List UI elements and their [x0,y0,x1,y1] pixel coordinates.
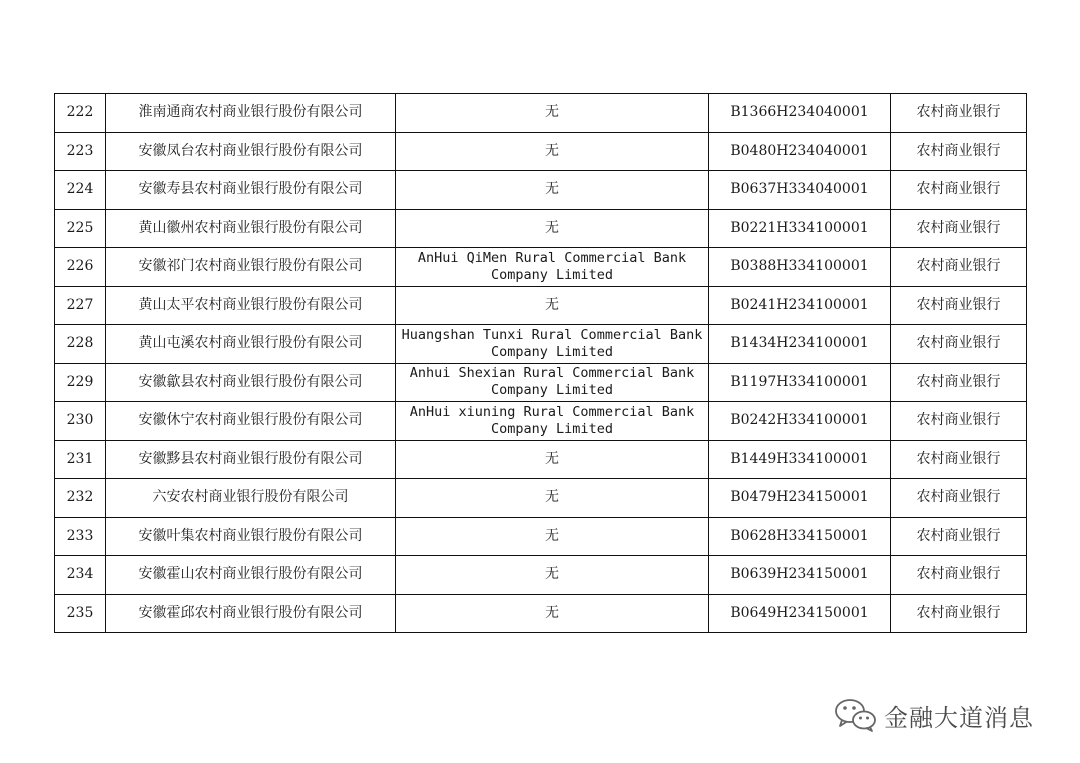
table-row [55,517,1027,556]
english-name: AnHui QiMen Rural Commercial Bank Company Limited [396,248,709,287]
bank-name: 安徽歙县农村商业银行股份有限公司 [106,363,396,402]
institution-type: 农村商业银行 [891,363,1027,402]
institution-code: B0221H334100001 [709,209,891,248]
english-name: AnHui xiuning Rural Commercial Bank Company Limited [396,402,709,441]
institution-type: 农村商业银行 [891,94,1027,133]
table-row [55,440,1027,479]
watermark-text: 金融大道消息 [884,703,1034,732]
institution-type: 农村商业银行 [891,440,1027,479]
institution-type: 农村商业银行 [891,248,1027,287]
bank-name: 安徽黟县农村商业银行股份有限公司 [106,440,396,479]
institution-type: 农村商业银行 [891,286,1027,325]
english-name: 无 [396,209,709,248]
institution-code: B0639H234150001 [709,556,891,595]
institution-code: B0388H334100001 [709,248,891,287]
english-name: 无 [396,479,709,518]
bank-name: 黄山屯溪农村商业银行股份有限公司 [106,325,396,364]
bank-name: 安徽休宁农村商业银行股份有限公司 [106,402,396,441]
institution-code: B0649H234150001 [709,594,891,633]
institution-code: B0242H334100001 [709,402,891,441]
bank-name: 黄山太平农村商业银行股份有限公司 [106,286,396,325]
bank-list-table-container [54,93,1027,633]
bank-name: 安徽叶集农村商业银行股份有限公司 [106,517,396,556]
row-number: 227 [55,286,106,325]
row-number: 233 [55,517,106,556]
institution-code: B0637H334040001 [709,171,891,210]
table-row [55,286,1027,325]
table-row [55,132,1027,171]
row-number: 234 [55,556,106,595]
table-row [55,594,1027,633]
table-row [55,556,1027,595]
english-name: Anhui Shexian Rural Commercial Bank Company Limited [396,363,709,402]
bank-name: 安徽寿县农村商业银行股份有限公司 [106,171,396,210]
institution-type: 农村商业银行 [891,517,1027,556]
english-name: Huangshan Tunxi Rural Commercial Bank Company Limited [396,325,709,364]
english-name: 无 [396,440,709,479]
row-number: 228 [55,325,106,364]
bank-name: 安徽霍山农村商业银行股份有限公司 [106,556,396,595]
wechat-icon [834,697,878,733]
institution-type: 农村商业银行 [891,594,1027,633]
institution-type: 农村商业银行 [891,556,1027,595]
row-number: 235 [55,594,106,633]
english-name: 无 [396,132,709,171]
row-number: 232 [55,479,106,518]
english-name: 无 [396,517,709,556]
institution-type: 农村商业银行 [891,209,1027,248]
bank-name: 安徽霍邱农村商业银行股份有限公司 [106,594,396,633]
english-name: 无 [396,94,709,133]
table-row [55,171,1027,210]
institution-code: B0479H234150001 [709,479,891,518]
bank-name: 淮南通商农村商业银行股份有限公司 [106,94,396,133]
table-row [55,94,1027,133]
row-number: 222 [55,94,106,133]
bank-name: 安徽祁门农村商业银行股份有限公司 [106,248,396,287]
bank-name: 安徽凤台农村商业银行股份有限公司 [106,132,396,171]
bank-name: 黄山徽州农村商业银行股份有限公司 [106,209,396,248]
english-name: 无 [396,286,709,325]
table-body [55,94,1027,633]
table-row [55,402,1027,441]
institution-type: 农村商业银行 [891,132,1027,171]
institution-code: B1366H234040001 [709,94,891,133]
table-row [55,209,1027,248]
english-name: 无 [396,594,709,633]
bank-list-table [54,93,1027,633]
institution-code: B0241H234100001 [709,286,891,325]
institution-code: B1434H234100001 [709,325,891,364]
row-number: 226 [55,248,106,287]
row-number: 231 [55,440,106,479]
table-row [55,248,1027,287]
table-row [55,363,1027,402]
row-number: 223 [55,132,106,171]
institution-type: 农村商业银行 [891,402,1027,441]
row-number: 225 [55,209,106,248]
table-row [55,325,1027,364]
row-number: 224 [55,171,106,210]
institution-code: B0628H334150001 [709,517,891,556]
institution-code: B1197H334100001 [709,363,891,402]
table-row [55,479,1027,518]
english-name: 无 [396,171,709,210]
watermark [834,697,1034,733]
institution-type: 农村商业银行 [891,479,1027,518]
row-number: 229 [55,363,106,402]
bank-name: 六安农村商业银行股份有限公司 [106,479,396,518]
institution-type: 农村商业银行 [891,171,1027,210]
institution-code: B1449H334100001 [709,440,891,479]
row-number: 230 [55,402,106,441]
institution-type: 农村商业银行 [891,325,1027,364]
institution-code: B0480H234040001 [709,132,891,171]
english-name: 无 [396,556,709,595]
